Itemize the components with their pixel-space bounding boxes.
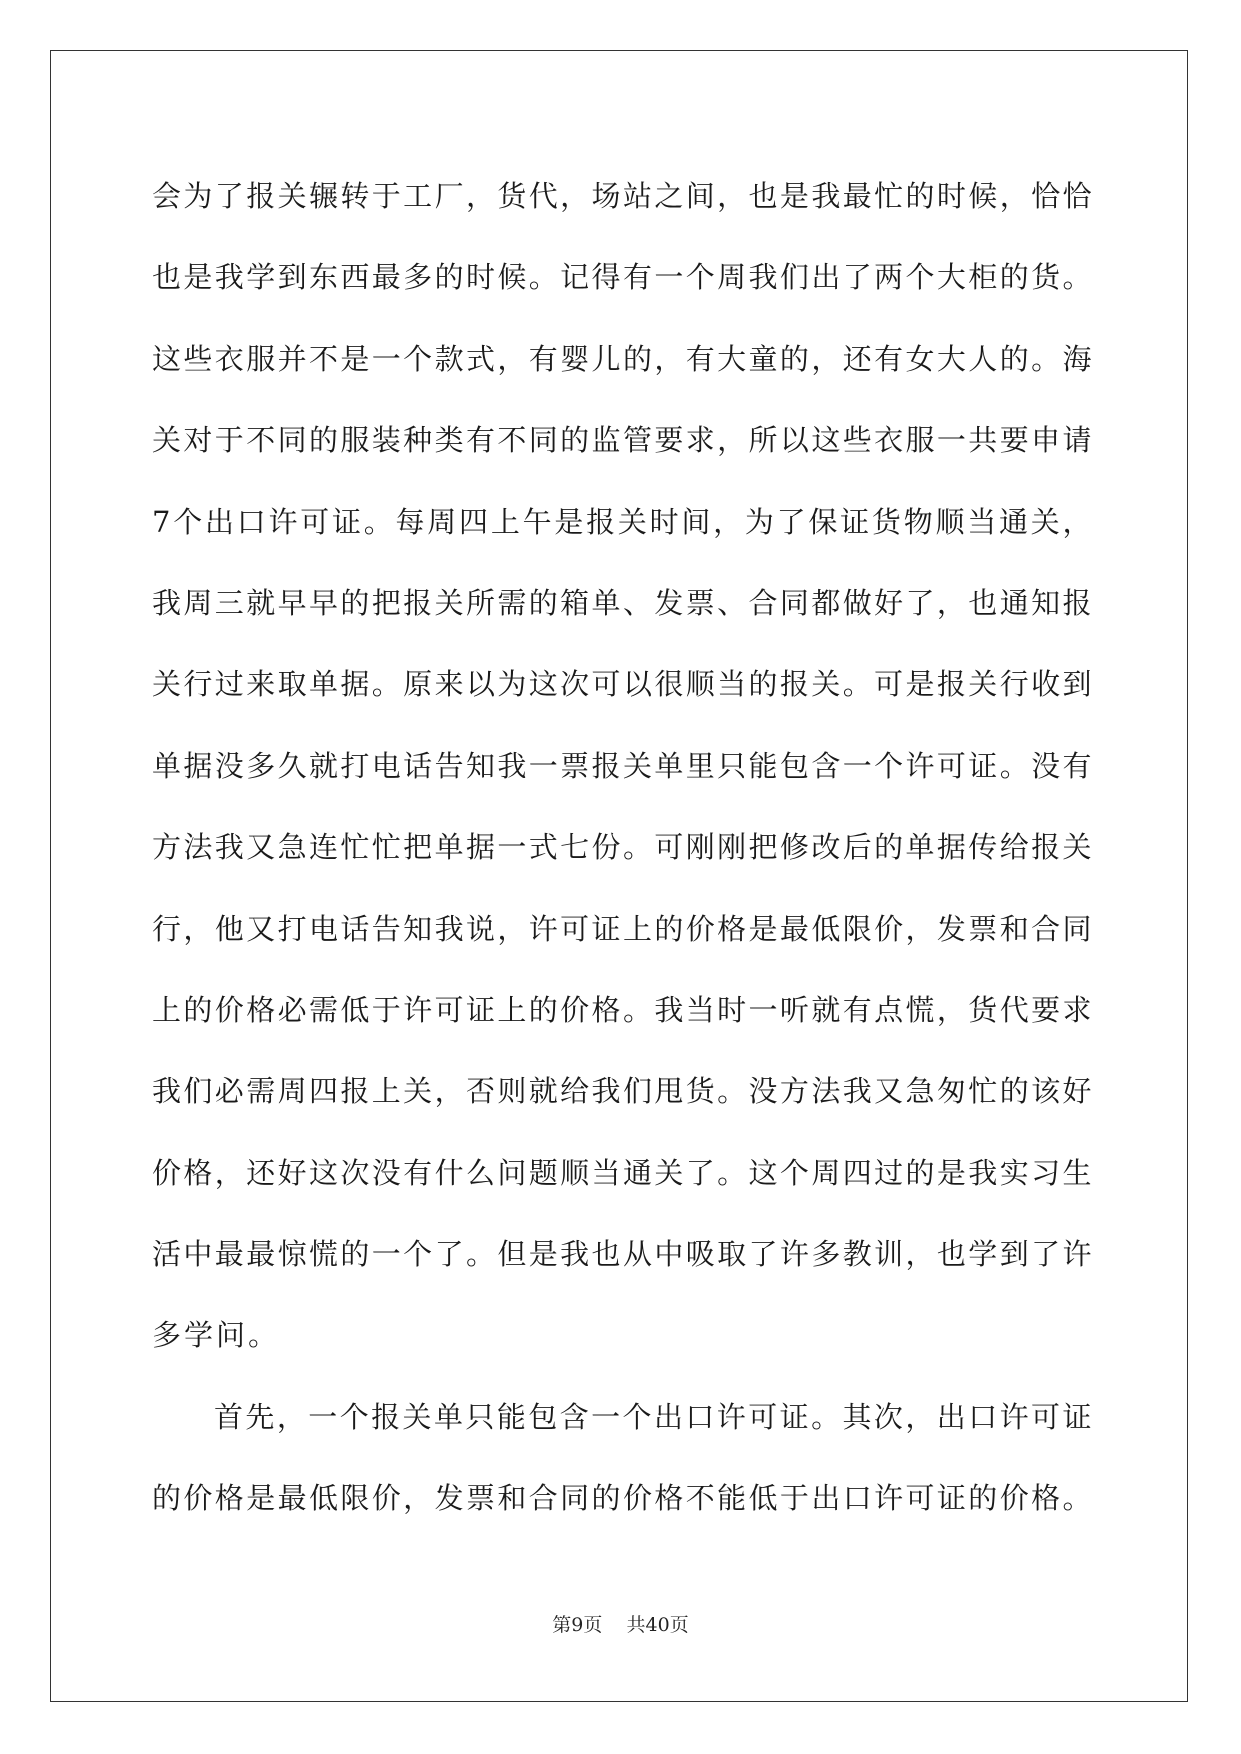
total-pages: 共40页 bbox=[626, 1614, 689, 1636]
text-line: 活中最最惊慌的一个了。但是我也从中吸取了许多教训，也学到了许 bbox=[152, 1237, 1092, 1272]
text-line: 关行过来取单据。原来以为这次可以很顺当的报关。可是报关行收到 bbox=[152, 667, 1092, 702]
paragraph-1 bbox=[152, 156, 1092, 1377]
text-line: 多学问。 bbox=[152, 1318, 281, 1353]
text-line: 单据没多久就打电话告知我一票报关单里只能包含一个许可证。没有 bbox=[152, 748, 1092, 783]
text-line: 关对于不同的服装种类有不同的监管要求，所以这些衣服一共要申请 bbox=[152, 423, 1092, 458]
text-line: 会为了报关辗转于工厂，货代，场站之间，也是我最忙的时候，恰恰 bbox=[152, 179, 1092, 213]
text-line: 我们必需周四报上关，否则就给我们甩货。没方法我又急匆忙的该好 bbox=[152, 1074, 1092, 1109]
text-line: 价格，还好这次没有什么问题顺当通关了。这个周四过的是我实习生 bbox=[152, 1155, 1092, 1190]
text-line: 也是我学到东西最多的时候。记得有一个周我们出了两个大柜的货。 bbox=[152, 260, 1092, 295]
text-line: 7个出口许可证。每周四上午是报关时间，为了保证货物顺当通关， bbox=[152, 504, 1092, 539]
text-line: 首先，一个报关单只能包含一个出口许可证。其次，出口许可证 bbox=[214, 1399, 1092, 1434]
text-line: 方法我又急连忙忙把单据一式七份。可刚刚把修改后的单据传给报关 bbox=[152, 830, 1092, 865]
text-line: 上的价格必需低于许可证上的价格。我当时一听就有点慌，货代要求 bbox=[152, 992, 1092, 1027]
text-line: 行，他又打电话告知我说，许可证上的价格是最低限价，发票和合同 bbox=[152, 911, 1092, 946]
text-line: 这些衣服并不是一个款式，有婴儿的，有大童的，还有女大人的。海 bbox=[152, 341, 1092, 376]
paragraph-2 bbox=[152, 1377, 1092, 1540]
document-body bbox=[152, 156, 1092, 1540]
text-line: 的价格是最低限价，发票和合同的价格不能低于出口许可证的价格。 bbox=[152, 1481, 1092, 1516]
page-number: 第9页 bbox=[552, 1614, 603, 1636]
text-line: 我周三就早早的把报关所需的箱单、发票、合同都做好了，也通知报 bbox=[152, 585, 1092, 620]
page-footer bbox=[0, 1612, 1241, 1638]
